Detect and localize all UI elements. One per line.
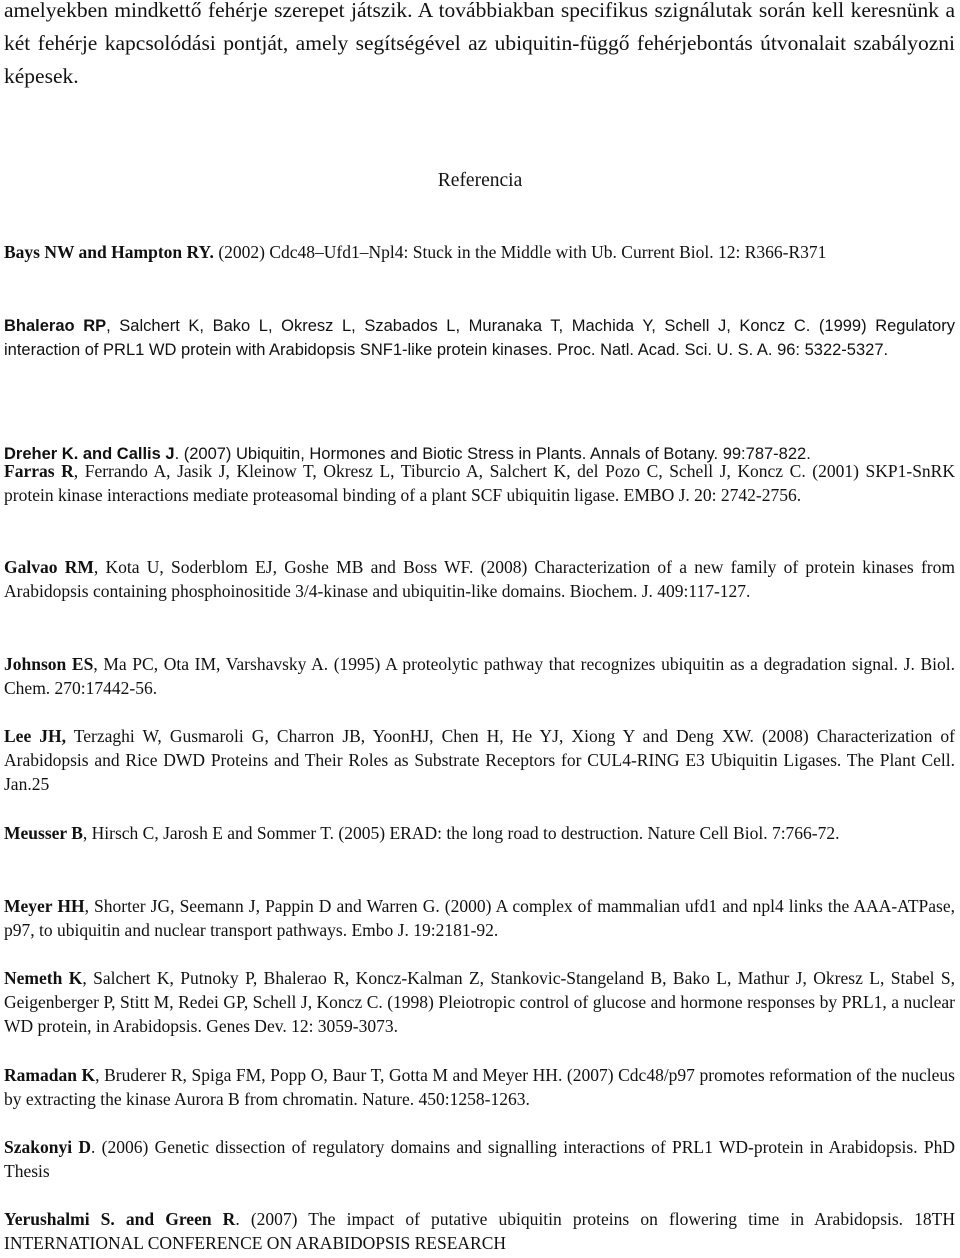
references-heading: Referencia <box>437 170 523 191</box>
reference-authors: Yerushalmi S. and Green R <box>4 1209 236 1229</box>
reference-authors: Galvao RM <box>4 557 94 577</box>
reference-details: , Salchert K, Putnoky P, Bhalerao R, Koncz-Kalman Z, Stankovic-Stangeland B, Bako L, Mathur J, Okresz L, Stabel S, Geigenberger P, Stitt M, Redei GP, Schell J, Koncz C. (1998) Pleiotropic control of glucose and hormone responses by PRL1, a nuclear WD protein, in Arabidopsis. Genes Dev. 12: 3059-3073. <box>4 968 955 1036</box>
reference-entry <box>4 966 955 1038</box>
reference-entry <box>4 314 955 362</box>
reference-details: , Salchert K, Bako L, Okresz L, Szabados L, Muranaka T, Machida Y, Schell J, Koncz C. (1999) Regulatory interaction of PRL1 WD protein with Arabidopsis SNF1-like protein kinases. Proc. Natl. Acad. Sci. U. S. A. 96: 5322-5327. <box>4 317 955 359</box>
reference-details: Terzaghi W, Gusmaroli G, Charron JB, YoonHJ, Chen H, He YJ, Xiong Y and Deng XW. (2008) Characterization of Arabidopsis and Rice DWD Proteins and Their Roles as Substrate Receptors for CUL4-RING E3 Ubiquitin Ligases. The Plant Cell. Jan.25 <box>4 726 955 794</box>
reference-details: (2002) Cdc48–Ufd1–Npl4: Stuck in the Middle with Ub. Current Biol. 12: R366-R371 <box>213 242 827 262</box>
reference-details: , Hirsch C, Jarosh E and Sommer T. (2005) ERAD: the long road to destruction. Nature Cell Biol. 7:766-72. <box>82 823 840 843</box>
intro-paragraph: amelyekben mindkettő fehérje szerepet játszik. A továbbiakban specifikus szignálutak során kell keresnünk a két fehérje kapcsolódási pontját, amely segítségével az ubiquitin-függő fehérjebontás útvonalait szabályozni képesek. <box>4 0 955 88</box>
reference-details: . (2006) Genetic dissection of regulatory domains and signalling interactions of PRL1 WD-protein in Arabidopsis. PhD Thesis <box>4 1137 955 1181</box>
reference-details: , Kota U, Soderblom EJ, Goshe MB and Boss WF. (2008) Characterization of a new family of protein kinases from Arabidopsis containing phosphoinositide 3/4-kinase and ubiquitin-like domains. Biochem. J. 409:117-127. <box>4 557 955 601</box>
reference-authors: Farras R <box>4 461 74 481</box>
reference-entry <box>4 652 955 700</box>
reference-entry <box>4 1207 955 1255</box>
reference-details: , Bruderer R, Spiga FM, Popp O, Baur T, Gotta M and Meyer HH. (2007) Cdc48/p97 promotes reformation of the nucleus by extracting the kinase Aurora B from chromatin. Nature. 450:1258-1263. <box>4 1065 955 1109</box>
reference-details: , Shorter JG, Seemann J, Pappin D and Warren G. (2000) A complex of mammalian ufd1 and npl4 links the AAA-ATPase, p97, to ubiquitin and nuclear transport pathways. Embo J. 19:2181-92. <box>4 896 955 940</box>
reference-authors: Ramadan K <box>4 1065 96 1085</box>
reference-details: , Ferrando A, Jasik J, Kleinow T, Okresz L, Tiburcio A, Salchert K, del Pozo C, Schell J, Koncz C. (2001) SKP1-SnRK protein kinase interactions mediate proteasomal binding of a plant SCF ubiquitin ligase. EMBO J. 20: 2742-2756. <box>4 461 955 505</box>
reference-authors: Bhalerao RP <box>4 317 107 335</box>
reference-entry <box>4 459 955 507</box>
reference-details: . (2007) The impact of putative ubiquitin proteins on flowering time in Arabidopsis. 18TH INTERNATIONAL CONFERENCE ON ARABIDOPSIS RESEARCH <box>4 1209 955 1253</box>
reference-details: . (2007) Ubiquitin, Hormones and Biotic Stress in Plants. Annals of Botany. 99:787-822. <box>174 445 811 463</box>
reference-authors: Meusser B <box>4 823 83 843</box>
reference-entry <box>4 1063 955 1111</box>
reference-authors: Bays NW and Hampton RY. <box>4 242 214 262</box>
reference-authors: Szakonyi D <box>4 1137 92 1157</box>
reference-authors: Johnson ES <box>4 654 94 674</box>
reference-entry <box>4 555 955 603</box>
reference-entry <box>4 894 955 942</box>
reference-entry <box>4 1135 955 1183</box>
reference-authors: Lee JH, <box>4 726 67 746</box>
reference-entry <box>4 240 955 264</box>
reference-entry <box>4 724 955 796</box>
reference-details: , Ma PC, Ota IM, Varshavsky A. (1995) A proteolytic pathway that recognizes ubiquitin as a degradation signal. J. Biol. Chem. 270:17442-56. <box>4 654 955 698</box>
reference-authors: Meyer HH <box>4 896 85 916</box>
reference-entry <box>4 821 955 845</box>
reference-authors: Nemeth K <box>4 968 83 988</box>
reference-authors: Dreher K. and Callis J <box>4 445 175 463</box>
